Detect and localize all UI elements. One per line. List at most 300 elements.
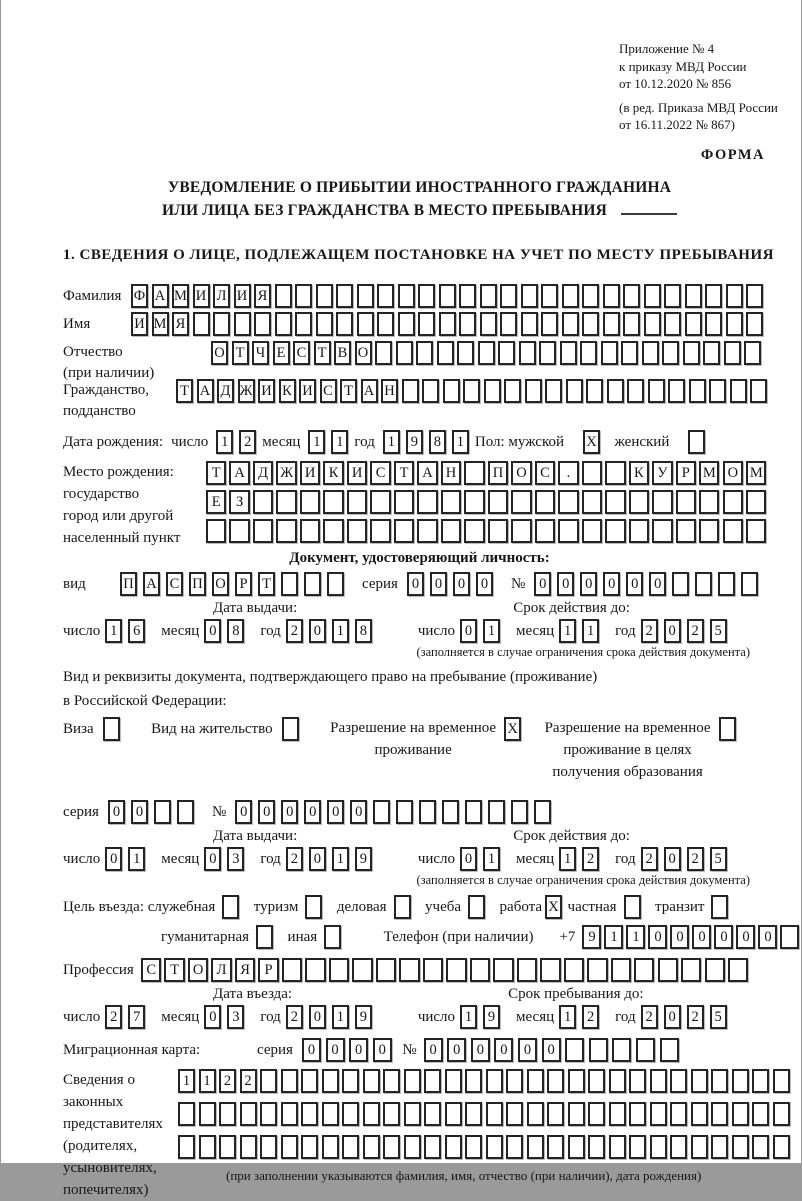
char-cell-filled: 5 bbox=[710, 847, 727, 871]
residence-doc-types-row bbox=[63, 717, 776, 783]
char-cell-empty bbox=[445, 1102, 462, 1126]
char-cell-filled: 3 bbox=[227, 847, 244, 871]
char-cell-empty bbox=[336, 312, 353, 336]
purpose-official: Цель въезда: служебная bbox=[63, 895, 243, 919]
char-cell-empty bbox=[316, 312, 333, 336]
entry-purpose-row2 bbox=[63, 925, 776, 949]
char-cell-filled: 1 bbox=[105, 619, 122, 643]
char-cell-empty bbox=[705, 284, 722, 308]
char-cell-empty bbox=[562, 312, 579, 336]
char-cell-empty bbox=[295, 284, 312, 308]
char-cell-empty bbox=[323, 490, 343, 514]
char-cell-empty bbox=[486, 1135, 503, 1159]
char-cell-filled: И bbox=[234, 284, 251, 308]
char-cell-filled: 0 bbox=[108, 800, 125, 824]
char-cell-empty bbox=[500, 284, 517, 308]
char-cell-empty bbox=[443, 379, 460, 403]
edition-line: (в ред. Приказа МВД России bbox=[619, 99, 778, 115]
patronymic-cells bbox=[211, 341, 765, 365]
representatives-cells-row1 bbox=[178, 1069, 793, 1093]
char-cell-filled: 1 bbox=[199, 1069, 216, 1093]
sex-male-checkbox bbox=[583, 430, 604, 454]
char-cell-empty bbox=[582, 312, 599, 336]
migration-card-label: Миграционная карта: bbox=[63, 1042, 201, 1058]
char-cell-empty bbox=[648, 379, 665, 403]
char-cell-filled: 5 bbox=[710, 1005, 727, 1029]
identity-valid-day bbox=[460, 619, 506, 643]
temp-residence-education-label: Разрешение на временное проживание в целях получения образования bbox=[544, 720, 711, 780]
char-cell-empty bbox=[442, 800, 459, 824]
char-cell-filled: 2 bbox=[687, 847, 704, 871]
char-cell-empty bbox=[732, 1102, 749, 1126]
purpose-tourism: туризм bbox=[254, 895, 326, 919]
char-cell-filled: С bbox=[535, 461, 555, 485]
char-cell-empty bbox=[662, 341, 679, 365]
char-cell-empty bbox=[260, 1069, 277, 1093]
char-cell-filled: З bbox=[229, 490, 249, 514]
char-cell-empty bbox=[719, 717, 736, 741]
char-cell-empty bbox=[545, 379, 562, 403]
purpose-official-checkbox bbox=[222, 895, 243, 919]
char-cell-empty bbox=[275, 312, 292, 336]
char-cell-empty bbox=[773, 1069, 790, 1093]
doc-number-cells bbox=[534, 572, 764, 596]
char-cell-empty bbox=[404, 1135, 421, 1159]
char-cell-filled: 1 bbox=[559, 1005, 576, 1029]
char-cell-filled: 3 bbox=[227, 1005, 244, 1029]
char-cell-empty bbox=[607, 379, 624, 403]
char-cell-empty bbox=[423, 958, 443, 982]
residence-doc-dates-head bbox=[63, 828, 776, 845]
char-cell-filled: О bbox=[355, 341, 372, 365]
birth-place-block bbox=[63, 461, 776, 549]
residence-permit-label: Вид на жительство bbox=[151, 721, 273, 737]
identity-issue-month bbox=[204, 619, 250, 643]
doc-series-label: серия bbox=[362, 576, 398, 592]
char-cell-empty bbox=[383, 1135, 400, 1159]
char-cell-empty bbox=[685, 312, 702, 336]
char-cell-empty bbox=[624, 895, 641, 919]
char-cell-empty bbox=[705, 958, 725, 982]
profession-label: Профессия bbox=[63, 962, 134, 978]
char-cell-empty bbox=[726, 284, 743, 308]
char-cell-empty bbox=[582, 284, 599, 308]
char-cell-filled: 0 bbox=[518, 1038, 537, 1062]
char-cell-empty bbox=[498, 341, 515, 365]
char-cell-empty bbox=[357, 312, 374, 336]
char-cell-filled: 2 bbox=[641, 1005, 658, 1029]
birth-place-cells-row2 bbox=[206, 490, 770, 514]
entry-date-label: Дата въезда: bbox=[213, 986, 293, 1002]
char-cell-empty bbox=[301, 1135, 318, 1159]
day-label: число bbox=[171, 434, 209, 450]
char-cell-empty bbox=[726, 312, 743, 336]
purpose-other: иная bbox=[288, 925, 345, 949]
char-cell-empty bbox=[780, 925, 799, 949]
char-cell-empty bbox=[459, 312, 476, 336]
char-cell-filled: X bbox=[583, 430, 600, 454]
char-cell-filled: 1 bbox=[626, 925, 645, 949]
purpose-transit: транзит bbox=[655, 895, 732, 919]
char-cell-empty bbox=[564, 958, 584, 982]
char-cell-empty bbox=[206, 519, 226, 543]
char-cell-empty bbox=[178, 1102, 195, 1126]
char-cell-empty bbox=[375, 341, 392, 365]
char-cell-empty bbox=[459, 284, 476, 308]
char-cell-filled: 0 bbox=[692, 925, 711, 949]
representatives-cells-row3 bbox=[178, 1135, 793, 1159]
stay-day bbox=[460, 1005, 506, 1029]
char-cell-empty bbox=[103, 717, 120, 741]
char-cell-filled: Е bbox=[273, 341, 290, 365]
char-cell-filled: К bbox=[629, 461, 649, 485]
residence-issue-month bbox=[204, 847, 250, 871]
birth-place-rows bbox=[206, 461, 770, 548]
char-cell-filled: 7 bbox=[128, 1005, 145, 1029]
char-cell-filled: 8 bbox=[429, 430, 446, 454]
char-cell-empty bbox=[506, 1069, 523, 1093]
char-cell-empty bbox=[342, 1069, 359, 1093]
char-cell-empty bbox=[664, 312, 681, 336]
char-cell-filled: Е bbox=[206, 490, 226, 514]
stay-until-group: число 1 9 месяц 1 2 год 2 0 2 5 bbox=[418, 1005, 733, 1029]
char-cell-filled: И bbox=[258, 379, 275, 403]
identity-doc-row bbox=[63, 572, 776, 596]
char-cell-filled: М bbox=[152, 312, 169, 336]
birth-month-cells bbox=[308, 430, 354, 454]
char-cell-empty bbox=[322, 1102, 339, 1126]
char-cell-empty bbox=[582, 461, 602, 485]
char-cell-empty bbox=[534, 800, 551, 824]
char-cell-empty bbox=[396, 341, 413, 365]
char-cell-empty bbox=[558, 519, 578, 543]
migration-series-cells bbox=[302, 1038, 396, 1062]
residence-doc-line1: Вид и реквизиты документа, подтверждающего право на пребывание (проживание) bbox=[63, 669, 598, 685]
char-cell-filled: 0 bbox=[131, 800, 148, 824]
char-cell-filled: И bbox=[347, 461, 367, 485]
representatives-block bbox=[63, 1069, 776, 1201]
char-cell-empty bbox=[417, 519, 437, 543]
residence-series-cells bbox=[108, 800, 200, 824]
char-cell-empty bbox=[566, 379, 583, 403]
form-title bbox=[63, 176, 776, 222]
char-cell-empty bbox=[418, 312, 435, 336]
char-cell-empty bbox=[652, 519, 672, 543]
appendix-line: к приказу МВД России bbox=[619, 58, 747, 74]
char-cell-filled: 0 bbox=[736, 925, 755, 949]
char-cell-filled: 0 bbox=[281, 800, 298, 824]
char-cell-empty bbox=[336, 284, 353, 308]
char-cell-empty bbox=[539, 341, 556, 365]
char-cell-empty bbox=[347, 519, 367, 543]
residence-doc-line2: в Российской Федерации: bbox=[63, 693, 227, 709]
char-cell-empty bbox=[603, 284, 620, 308]
char-cell-empty bbox=[689, 379, 706, 403]
char-cell-empty bbox=[629, 1102, 646, 1126]
stay-month bbox=[559, 1005, 605, 1029]
char-cell-filled: А bbox=[152, 284, 169, 308]
char-cell-filled: 6 bbox=[128, 619, 145, 643]
char-cell-empty bbox=[699, 490, 719, 514]
char-cell-empty bbox=[281, 572, 298, 596]
char-cell-empty bbox=[234, 312, 251, 336]
char-cell-empty bbox=[718, 572, 735, 596]
char-cell-empty bbox=[493, 958, 513, 982]
char-cell-empty bbox=[464, 519, 484, 543]
char-cell-filled: 0 bbox=[670, 925, 689, 949]
char-cell-empty bbox=[612, 1038, 631, 1062]
char-cell-empty bbox=[629, 490, 649, 514]
migration-number-sign: № bbox=[402, 1042, 417, 1058]
char-cell-empty bbox=[464, 490, 484, 514]
char-cell-empty bbox=[342, 1102, 359, 1126]
char-cell-filled: Р bbox=[676, 461, 696, 485]
char-cell-filled: 0 bbox=[580, 572, 597, 596]
char-cell-empty bbox=[383, 1069, 400, 1093]
char-cell-filled: 0 bbox=[204, 619, 221, 643]
char-cell-filled: 0 bbox=[648, 925, 667, 949]
char-cell-empty bbox=[705, 312, 722, 336]
char-cell-empty bbox=[568, 1135, 585, 1159]
char-cell-filled: 8 bbox=[355, 619, 372, 643]
char-cell-filled: А bbox=[417, 461, 437, 485]
temp-residence-permit-label: Разрешение на временное проживание bbox=[330, 720, 497, 758]
char-cell-filled: Ч bbox=[252, 341, 269, 365]
char-cell-empty bbox=[342, 1135, 359, 1159]
phone-label: Телефон (при наличии) bbox=[383, 929, 534, 945]
char-cell-filled: 0 bbox=[714, 925, 733, 949]
char-cell-empty bbox=[560, 341, 577, 365]
doc-series-cells bbox=[407, 572, 499, 596]
char-cell-empty bbox=[240, 1102, 257, 1126]
representatives-cells-row2 bbox=[178, 1102, 793, 1126]
char-cell-empty bbox=[301, 1102, 318, 1126]
char-cell-filled: 0 bbox=[424, 1038, 443, 1062]
char-cell-filled: 0 bbox=[373, 1038, 392, 1062]
char-cell-empty bbox=[229, 519, 249, 543]
char-cell-empty bbox=[629, 1135, 646, 1159]
char-cell-empty bbox=[219, 1102, 236, 1126]
char-cell-filled: 0 bbox=[204, 847, 221, 871]
migration-number-cells bbox=[424, 1038, 684, 1062]
char-cell-filled: 0 bbox=[302, 1038, 321, 1062]
char-cell-filled: 9 bbox=[406, 430, 423, 454]
char-cell-empty bbox=[746, 312, 763, 336]
char-cell-empty bbox=[363, 1102, 380, 1126]
char-cell-empty bbox=[281, 1069, 298, 1093]
char-cell-empty bbox=[611, 958, 631, 982]
year-label: год bbox=[354, 434, 375, 450]
char-cell-filled: 2 bbox=[240, 1069, 257, 1093]
char-cell-filled: 1 bbox=[383, 430, 400, 454]
char-cell-empty bbox=[589, 1038, 608, 1062]
char-cell-empty bbox=[568, 1069, 585, 1093]
entry-dates-row bbox=[63, 1005, 776, 1029]
month-label: месяц bbox=[262, 434, 301, 450]
char-cell-filled: Т bbox=[206, 461, 226, 485]
char-cell-empty bbox=[582, 490, 602, 514]
residence-valid-note: (заполняется в случае ограничения срока действия документа) bbox=[416, 873, 750, 887]
char-cell-filled: 9 bbox=[483, 1005, 500, 1029]
char-cell-filled: Я bbox=[254, 284, 271, 308]
char-cell-empty bbox=[623, 284, 640, 308]
char-cell-filled: 0 bbox=[327, 800, 344, 824]
char-cell-empty bbox=[511, 490, 531, 514]
char-cell-filled: 1 bbox=[604, 925, 623, 949]
char-cell-filled: 0 bbox=[447, 1038, 466, 1062]
char-cell-empty bbox=[723, 519, 743, 543]
char-cell-empty bbox=[329, 958, 349, 982]
char-cell-empty bbox=[445, 1069, 462, 1093]
char-cell-filled: 0 bbox=[349, 1038, 368, 1062]
char-cell-empty bbox=[177, 800, 194, 824]
surname-cells bbox=[131, 284, 767, 308]
char-cell-empty bbox=[154, 800, 171, 824]
char-cell-empty bbox=[323, 519, 343, 543]
char-cell-empty bbox=[322, 1069, 339, 1093]
char-cell-empty bbox=[468, 895, 485, 919]
title-blank-line bbox=[621, 200, 677, 215]
char-cell-filled: 0 bbox=[603, 572, 620, 596]
char-cell-empty bbox=[582, 519, 602, 543]
purpose-tourism-checkbox bbox=[305, 895, 326, 919]
char-cell-empty bbox=[558, 490, 578, 514]
char-cell-filled: Н bbox=[381, 379, 398, 403]
purpose-humanitarian-checkbox bbox=[256, 925, 277, 949]
char-cell-empty bbox=[282, 958, 302, 982]
purpose-private: частная bbox=[568, 895, 645, 919]
char-cell-empty bbox=[605, 490, 625, 514]
char-cell-empty bbox=[750, 379, 767, 403]
identity-valid-group: число 0 1 месяц 1 1 год 2 0 2 5 bbox=[418, 619, 733, 643]
char-cell-empty bbox=[424, 1069, 441, 1093]
char-cell-empty bbox=[396, 800, 413, 824]
char-cell-filled: С bbox=[166, 572, 183, 596]
char-cell-empty bbox=[588, 1135, 605, 1159]
entry-day bbox=[105, 1005, 151, 1029]
char-cell-empty bbox=[773, 1135, 790, 1159]
char-cell-empty bbox=[488, 490, 508, 514]
entry-dates-head bbox=[63, 986, 776, 1003]
representatives-label: Сведения о законных представителях (родителях, усыновителях, попечителях) bbox=[63, 1072, 163, 1198]
purpose-study: учеба bbox=[425, 895, 489, 919]
char-cell-empty bbox=[709, 379, 726, 403]
char-cell-empty bbox=[670, 1069, 687, 1093]
char-cell-empty bbox=[373, 800, 390, 824]
char-cell-empty bbox=[547, 1135, 564, 1159]
char-cell-empty bbox=[741, 572, 758, 596]
residence-permit-checkbox bbox=[282, 717, 303, 741]
char-cell-empty bbox=[699, 519, 719, 543]
identity-doc-dates-head bbox=[63, 600, 776, 617]
char-cell-filled: Ж bbox=[238, 379, 255, 403]
char-cell-empty bbox=[470, 958, 490, 982]
sex-female-checkbox bbox=[688, 430, 709, 454]
char-cell-empty bbox=[627, 379, 644, 403]
char-cell-empty bbox=[695, 572, 712, 596]
char-cell-empty bbox=[605, 519, 625, 543]
char-cell-empty bbox=[416, 341, 433, 365]
char-cell-filled: К bbox=[279, 379, 296, 403]
residence-number-cells bbox=[235, 800, 557, 824]
char-cell-empty bbox=[383, 1102, 400, 1126]
patronymic-label: Отчество (при наличии) bbox=[63, 344, 155, 381]
char-cell-filled: С bbox=[141, 958, 161, 982]
char-cell-filled: 1 bbox=[308, 430, 325, 454]
char-cell-filled: X bbox=[504, 717, 521, 741]
char-cell-empty bbox=[480, 284, 497, 308]
migration-series-label: серия bbox=[257, 1042, 293, 1058]
char-cell-empty bbox=[445, 1135, 462, 1159]
char-cell-filled: 2 bbox=[641, 619, 658, 643]
char-cell-filled: С bbox=[370, 461, 390, 485]
residence-valid-day bbox=[460, 847, 506, 871]
char-cell-empty bbox=[441, 519, 461, 543]
char-cell-empty bbox=[377, 284, 394, 308]
char-cell-empty bbox=[711, 895, 728, 919]
char-cell-empty bbox=[670, 1102, 687, 1126]
char-cell-filled: Т bbox=[258, 572, 275, 596]
char-cell-empty bbox=[253, 490, 273, 514]
char-cell-empty bbox=[439, 312, 456, 336]
char-cell-filled: И bbox=[300, 461, 320, 485]
char-cell-empty bbox=[744, 341, 761, 365]
char-cell-empty bbox=[322, 1135, 339, 1159]
char-cell-empty bbox=[506, 1135, 523, 1159]
entry-date-group: число 2 7 месяц 0 3 год 2 0 1 9 bbox=[63, 1005, 378, 1029]
char-cell-filled: 1 bbox=[483, 619, 500, 643]
char-cell-filled: 1 bbox=[582, 619, 599, 643]
char-cell-empty bbox=[668, 379, 685, 403]
char-cell-filled: 0 bbox=[350, 800, 367, 824]
char-cell-filled: С bbox=[293, 341, 310, 365]
char-cell-empty bbox=[398, 284, 415, 308]
char-cell-empty bbox=[404, 1069, 421, 1093]
char-cell-filled: Т bbox=[314, 341, 331, 365]
char-cell-empty bbox=[394, 519, 414, 543]
char-cell-filled: 0 bbox=[626, 572, 643, 596]
char-cell-filled: . bbox=[558, 461, 578, 485]
form-content bbox=[63, 0, 776, 1201]
char-cell-filled: 1 bbox=[332, 1005, 349, 1029]
char-cell-filled: 0 bbox=[304, 800, 321, 824]
char-cell-empty bbox=[363, 1069, 380, 1093]
char-cell-empty bbox=[399, 958, 419, 982]
char-cell-filled: О bbox=[211, 341, 228, 365]
char-cell-filled: 0 bbox=[476, 572, 493, 596]
char-cell-filled: 0 bbox=[460, 619, 477, 643]
char-cell-empty bbox=[377, 312, 394, 336]
char-cell-filled: 2 bbox=[286, 619, 303, 643]
char-cell-filled: 1 bbox=[178, 1069, 195, 1093]
char-cell-filled: 0 bbox=[235, 800, 252, 824]
char-cell-empty bbox=[586, 379, 603, 403]
char-cell-filled: 9 bbox=[355, 1005, 372, 1029]
char-cell-filled: 2 bbox=[641, 847, 658, 871]
char-cell-filled: Л bbox=[213, 284, 230, 308]
char-cell-filled: 0 bbox=[309, 1005, 326, 1029]
notification-form-page bbox=[1, 0, 801, 1198]
char-cell-filled: 1 bbox=[483, 847, 500, 871]
name-cells bbox=[131, 312, 767, 336]
residence-issue-group: число 0 1 месяц 0 3 год 2 0 1 9 bbox=[63, 847, 378, 871]
char-cell-empty bbox=[404, 1102, 421, 1126]
char-cell-filled: М bbox=[746, 461, 766, 485]
char-cell-empty bbox=[193, 312, 210, 336]
char-cell-filled: Т bbox=[176, 379, 193, 403]
char-cell-empty bbox=[370, 490, 390, 514]
identity-valid-month bbox=[559, 619, 605, 643]
